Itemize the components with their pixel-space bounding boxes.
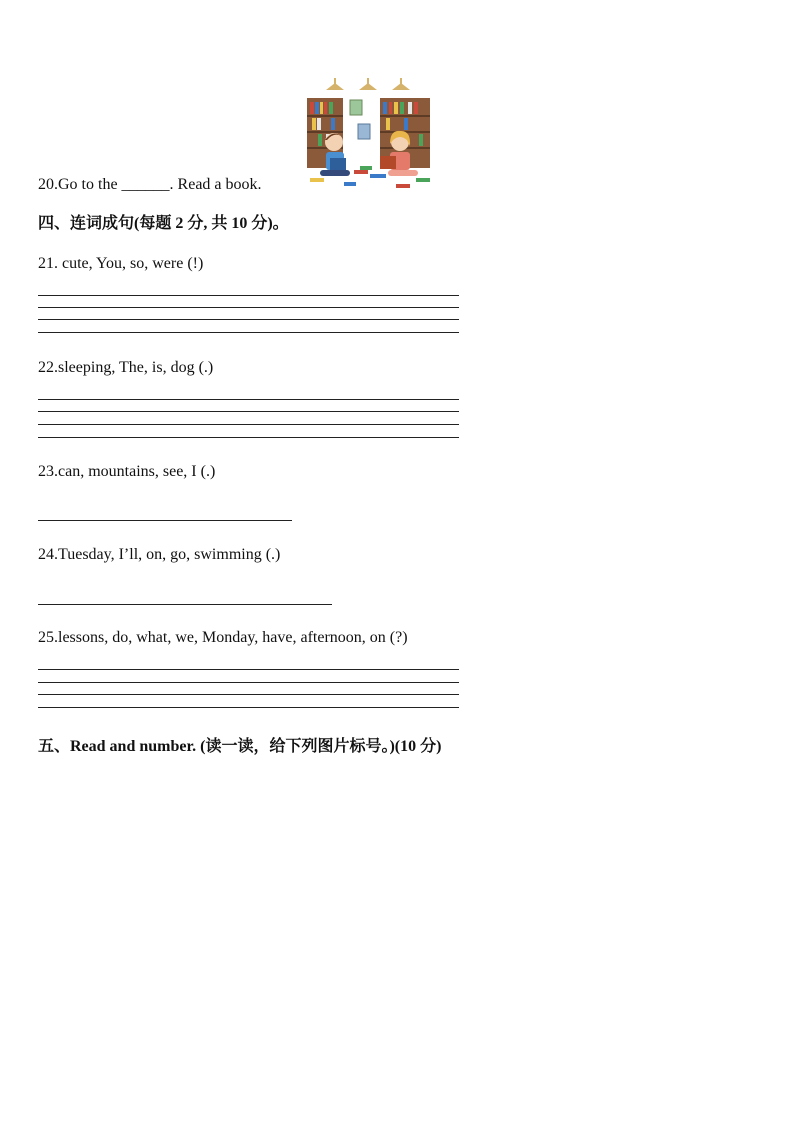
answer-line	[38, 694, 459, 695]
question-20: 20.Go to the ______. Read a book.	[38, 176, 262, 193]
answer-line	[38, 332, 459, 333]
answer-line	[38, 682, 459, 683]
answer-line-23	[38, 520, 292, 521]
question-21: 21. cute, You, so, were (!)	[38, 255, 204, 272]
answer-line	[38, 424, 459, 425]
answer-line	[38, 295, 459, 296]
question-25: 25.lessons, do, what, we, Monday, have, afternoon, on (?)	[38, 629, 408, 646]
question-24: 24.Tuesday, I’ll, on, go, swimming (.)	[38, 546, 281, 563]
answer-line	[38, 437, 459, 438]
question-22: 22.sleeping, The, is, dog (.)	[38, 359, 214, 376]
answer-line	[38, 411, 459, 412]
answer-line	[38, 669, 459, 670]
section-5-heading: 五、Read and number. (读一读，给下列图片标号。)(10 分)	[38, 738, 442, 755]
answer-line	[38, 319, 459, 320]
library-reading-children-icon	[304, 74, 436, 192]
section-4-heading: 四、连词成句(每题 2 分, 共 10 分)。	[38, 215, 289, 232]
answer-line	[38, 707, 459, 708]
answer-line	[38, 307, 459, 308]
question-23: 23.can, mountains, see, I (.)	[38, 463, 216, 480]
answer-line-24	[38, 604, 332, 605]
answer-line	[38, 399, 459, 400]
